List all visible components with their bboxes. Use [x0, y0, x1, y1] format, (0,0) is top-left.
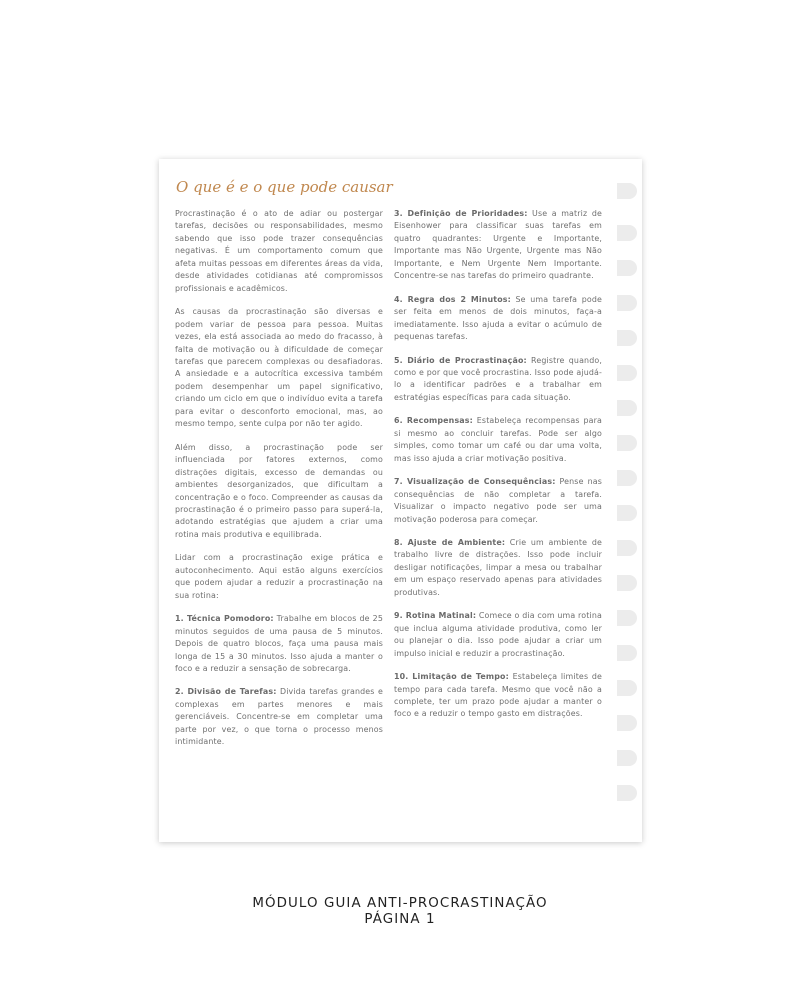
exercise-item	[394, 476, 602, 526]
exercise-item	[394, 610, 602, 660]
exercise-text: Registre quando, como e por que você procrastina. Isso pode ajudá-lo a identificar padrões e a trabalhar em estratégias específicas para cada situação.	[394, 355, 602, 402]
exercise-item	[394, 208, 602, 283]
binder-tab	[617, 330, 637, 346]
caption-title: MÓDULO GUIA ANTI-PROCRASTINAÇÃO	[252, 896, 548, 911]
right-column	[394, 208, 602, 732]
exercise-title: 2. Divisão de Tarefas:	[175, 687, 277, 697]
exercise-text: Use a matriz de Eisenhower para classificar suas tarefas em quatro quadrantes: Urgente e Importante, Importante mas Não Urgente, Urgente mas Não Importante, e Nem Urgente Nem Importante. Concentre-se nas tarefas do primeiro quadrante.	[394, 209, 602, 281]
binder-tab	[617, 183, 637, 199]
exercise-item	[175, 613, 383, 675]
exercise-text: Estabeleça limites de tempo para cada tarefa. Mesmo que você não a complete, ter um prazo pode ajudar a manter o foco e a reduzir o tempo gasto em distrações.	[394, 672, 603, 719]
exercise-title: 8. Ajuste de Ambiente:	[394, 537, 506, 547]
binder-tab	[617, 365, 637, 381]
paragraph: Procrastinação é o ato de adiar ou postergar tarefas, decisões ou responsabilidades, mesmo sabendo que isso pode trazer consequências negativas. É um comportamento comum que afeta muitas pessoas em diferentes áreas da vida, desde atividades cotidianas até compromissos profissionais e acadêmicos.	[175, 209, 383, 293]
exercise-title: 6. Recompensas:	[394, 416, 473, 426]
exercise-title: 3. Definição de Prioridades:	[394, 209, 528, 218]
binder-tab	[617, 575, 637, 591]
paragraph: Além disso, a procrastinação pode ser influenciada por fatores externos, como distrações digitais, excesso de demandas ou ambientes desorganizados, que dificultam a concentração e o foco. Compreender as causas da procrastinação é o primeiro passo para superá-la, adotando estratégias que ajudem a criar uma rotina mais produtiva e equilibrada.	[175, 442, 383, 539]
exercise-item	[394, 537, 602, 599]
exercise-title: 9. Rotina Matinal:	[394, 611, 477, 621]
exercise-item	[394, 415, 602, 465]
binder-tab	[617, 785, 637, 801]
binder-tab	[617, 610, 637, 626]
exercise-text: Estabeleça recompensas para si mesmo ao concluir tarefas. Pode ser algo simples, como tomar um café ou dar uma volta, mas isso ajuda a criar motivação positiva.	[394, 416, 602, 463]
caption-page-number: PÁGINA 1	[364, 912, 436, 927]
exercise-text: Pense nas consequências de não completar a tarefa. Visualizar o impacto negativo pode ser uma motivação poderosa para começar.	[394, 477, 602, 524]
binder-tab	[617, 680, 637, 696]
binder-tab	[617, 260, 637, 276]
binder-tab	[617, 645, 637, 661]
binder-tab	[617, 715, 637, 731]
binder-tab	[617, 470, 637, 486]
exercise-title: 5. Diário de Procrastinação:	[394, 355, 527, 365]
planner-page	[159, 159, 642, 842]
binder-tab	[617, 225, 637, 241]
binder-tab	[617, 750, 637, 766]
binder-tab	[617, 400, 637, 416]
exercise-title: 1. Técnica Pomodoro:	[175, 614, 274, 624]
exercise-text: Divida tarefas grandes e complexas em partes menores e mais gerenciáveis. Concentre-se em completar uma parte por vez, o que torna o processo menos intimidante.	[175, 687, 383, 747]
binder-tab	[617, 505, 637, 521]
exercise-text: Se uma tarefa pode ser feita em menos de dois minutos, faça-a imediatamente. Isso ajuda a evitar o acúmulo de pequenas tarefas.	[394, 294, 602, 342]
page-title: O que é e o que pode causar	[176, 178, 393, 196]
exercise-item	[175, 686, 383, 748]
binder-tab	[617, 435, 637, 451]
exercise-text: Comece o dia com uma rotina que inclua alguma atividade produtiva, como ler ou planejar o dia. Isso pode ajudar a criar um impulso inicial e reduzir a procrastinação.	[394, 611, 602, 658]
exercise-title: 4. Regra dos 2 Minutos:	[394, 294, 511, 304]
paragraph: Lidar com a procrastinação exige prática e autoconhecimento. Aqui estão alguns exercícios que podem ajudar a reduzir a procrastinação na sua rotina:	[175, 553, 383, 600]
exercise-item	[394, 355, 602, 405]
binder-tab	[617, 540, 637, 556]
exercise-title: 10. Limitação de Tempo:	[394, 672, 509, 682]
exercise-title: 7. Visualização de Consequências:	[394, 477, 556, 487]
binder-tab	[617, 295, 637, 311]
exercise-text: Crie um ambiente de trabalho livre de distrações. Isso pode incluir desligar notificações, limpar a mesa ou trabalhar em um espaço reservado apenas para atividades produtivas.	[394, 537, 602, 597]
left-column	[175, 208, 383, 760]
exercise-item	[394, 294, 602, 344]
exercise-item	[394, 671, 602, 721]
exercise-text: Trabalhe em blocos de 25 minutos seguidos de uma pausa de 5 minutos. Depois de quatro blocos, faça uma pausa mais longa de 15 a 30 minutos. Isso ajuda a manter o foco e a reduzir a sensação de sobrecarga.	[175, 614, 383, 673]
paragraph: As causas da procrastinação são diversas e podem variar de pessoa para pessoa. Muitas vezes, ela está associada ao medo do fracasso, à falta de motivação ou à dificuldade de começar tarefas que parecem complexas ou desafiadoras. A ansiedade e a autocrítica excessiva também podem desempenhar um papel significativo, criando um ciclo em que o indivíduo evita a tarefa para evitar o desconforto emocional, mas, ao mesmo tempo, sente culpa por não ter agido.	[175, 307, 383, 429]
